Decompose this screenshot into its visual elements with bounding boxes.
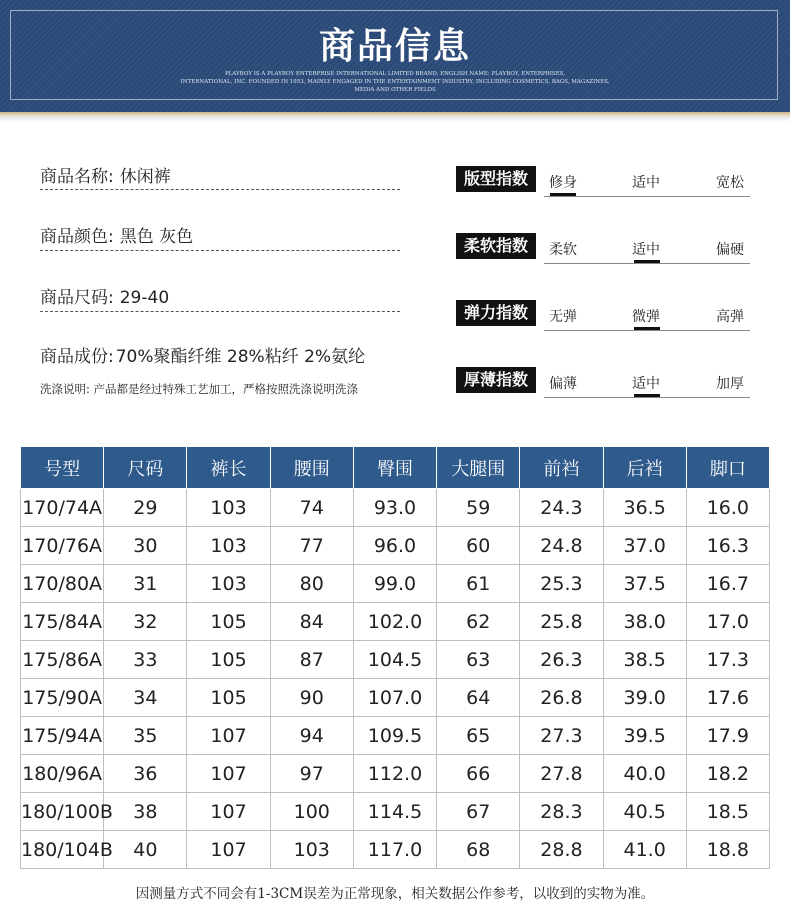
table-cell: 31	[104, 565, 187, 603]
product-color-row	[40, 222, 400, 247]
table-cell: 84	[270, 603, 353, 641]
table-cell: 27.8	[520, 755, 603, 793]
table-cell: 103	[270, 831, 353, 869]
index-label: 弹力指数	[456, 300, 536, 326]
table-cell: 38.5	[603, 641, 686, 679]
table-cell: 112.0	[353, 755, 436, 793]
table-cell: 17.0	[686, 603, 769, 641]
table-cell: 16.3	[686, 527, 769, 565]
table-cell: 175/86A	[21, 641, 104, 679]
index-option: 适中	[632, 242, 660, 258]
index-label: 版型指数	[456, 166, 536, 192]
table-cell: 62	[437, 603, 520, 641]
product-name-row	[40, 162, 400, 187]
table-cell: 40	[104, 831, 187, 869]
table-cell: 68	[437, 831, 520, 869]
table-row	[21, 679, 770, 717]
column-header: 尺码	[104, 447, 187, 489]
table-row	[21, 489, 770, 527]
size-table-body	[21, 489, 770, 869]
table-cell: 103	[187, 565, 270, 603]
index-scale-line	[544, 196, 750, 197]
dashed-divider	[40, 311, 400, 312]
table-cell: 28.8	[520, 831, 603, 869]
table-cell: 65	[437, 717, 520, 755]
table-cell: 117.0	[353, 831, 436, 869]
index-scale-line	[544, 263, 750, 264]
table-cell: 30	[104, 527, 187, 565]
header-banner	[0, 0, 790, 112]
product-size-label: 商品尺码:	[40, 288, 114, 308]
index-selected-marker	[634, 260, 660, 263]
table-cell: 27.3	[520, 717, 603, 755]
table-cell: 38	[104, 793, 187, 831]
table-cell: 18.5	[686, 793, 769, 831]
column-header: 裤长	[187, 447, 270, 489]
brand-description-line: PLAYBOY IS A PLAYBOY ENTERPRISE INTERNATIONAL LIMITED BRAND, ENGLISH NAME: PLAYBOY, ENTERPRISES,	[224, 71, 566, 77]
table-cell: 107	[187, 831, 270, 869]
table-cell: 18.2	[686, 755, 769, 793]
index-option: 微弹	[632, 309, 660, 325]
table-cell: 93.0	[353, 489, 436, 527]
table-header-row	[21, 447, 770, 489]
measurement-note: 因测量方式不同会有1-3CM误差为正常现象，相关数据公作参考，以收到的实物为准。	[135, 886, 655, 902]
product-material-value: 70%聚酯纤维 28%粘纤 2%氨纶	[115, 347, 366, 367]
table-cell: 63	[437, 641, 520, 679]
table-cell: 175/84A	[21, 603, 104, 641]
column-header: 号型	[21, 447, 104, 489]
column-header: 后裆	[603, 447, 686, 489]
column-header: 脚口	[686, 447, 769, 489]
table-cell: 80	[270, 565, 353, 603]
table-row	[21, 603, 770, 641]
index-selected-marker	[634, 394, 660, 397]
brand-description	[170, 70, 620, 94]
index-option: 偏硬	[716, 242, 744, 258]
table-cell: 170/76A	[21, 527, 104, 565]
table-cell: 40.5	[603, 793, 686, 831]
product-size-value: 29-40	[119, 288, 170, 308]
brand-description-line: MEDIA AND OTHER FIELDS	[354, 87, 436, 93]
table-cell: 64	[437, 679, 520, 717]
table-cell: 107	[187, 755, 270, 793]
size-table	[20, 446, 770, 869]
dashed-divider	[40, 250, 400, 251]
table-cell: 34	[104, 679, 187, 717]
index-option: 适中	[632, 175, 660, 191]
table-cell: 103	[187, 489, 270, 527]
table-cell: 97	[270, 755, 353, 793]
index-option: 柔软	[549, 242, 577, 258]
index-option: 修身	[549, 175, 577, 191]
index-option: 适中	[632, 376, 660, 392]
table-cell: 94	[270, 717, 353, 755]
table-cell: 96.0	[353, 527, 436, 565]
table-cell: 18.8	[686, 831, 769, 869]
table-cell: 24.8	[520, 527, 603, 565]
index-scale-line	[544, 330, 750, 331]
table-cell: 67	[437, 793, 520, 831]
table-cell: 36.5	[603, 489, 686, 527]
table-row	[21, 565, 770, 603]
product-material-label: 商品成份:	[40, 347, 114, 367]
table-cell: 17.3	[686, 641, 769, 679]
table-cell: 39.5	[603, 717, 686, 755]
table-cell: 25.3	[520, 565, 603, 603]
table-cell: 180/96A	[21, 755, 104, 793]
table-cell: 17.6	[686, 679, 769, 717]
table-row	[21, 527, 770, 565]
table-cell: 16.0	[686, 489, 769, 527]
table-cell: 35	[104, 717, 187, 755]
table-cell: 26.3	[520, 641, 603, 679]
table-cell: 107	[187, 717, 270, 755]
product-material-row	[40, 342, 460, 367]
table-cell: 105	[187, 679, 270, 717]
table-cell: 25.8	[520, 603, 603, 641]
table-cell: 104.5	[353, 641, 436, 679]
table-cell: 87	[270, 641, 353, 679]
table-cell: 41.0	[603, 831, 686, 869]
table-cell: 103	[187, 527, 270, 565]
table-cell: 28.3	[520, 793, 603, 831]
table-cell: 74	[270, 489, 353, 527]
column-header: 前裆	[520, 447, 603, 489]
table-cell: 60	[437, 527, 520, 565]
table-cell: 180/100B	[21, 793, 104, 831]
table-cell: 33	[104, 641, 187, 679]
table-cell: 109.5	[353, 717, 436, 755]
table-cell: 107	[187, 793, 270, 831]
table-cell: 90	[270, 679, 353, 717]
column-header: 腰围	[270, 447, 353, 489]
table-cell: 170/80A	[21, 565, 104, 603]
table-cell: 61	[437, 565, 520, 603]
table-cell: 36	[104, 755, 187, 793]
table-cell: 38.0	[603, 603, 686, 641]
index-option: 宽松	[716, 175, 744, 191]
table-cell: 105	[187, 603, 270, 641]
table-cell: 39.0	[603, 679, 686, 717]
table-cell: 77	[270, 527, 353, 565]
table-cell: 26.8	[520, 679, 603, 717]
table-cell: 24.3	[520, 489, 603, 527]
table-cell: 32	[104, 603, 187, 641]
wash-instructions: 洗涤说明: 产品都是经过特殊工艺加工，严格按照洗涤说明洗涤	[40, 382, 359, 396]
table-cell: 107.0	[353, 679, 436, 717]
table-cell: 175/94A	[21, 717, 104, 755]
table-row	[21, 717, 770, 755]
table-cell: 105	[187, 641, 270, 679]
table-cell: 16.7	[686, 565, 769, 603]
product-name-label: 商品名称:	[40, 167, 114, 187]
index-option: 无弹	[549, 309, 577, 325]
table-row	[21, 641, 770, 679]
index-option: 高弹	[716, 309, 744, 325]
product-name-value: 休闲裤	[119, 167, 171, 187]
table-cell: 100	[270, 793, 353, 831]
product-size-row	[40, 283, 400, 308]
index-selected-marker	[550, 193, 576, 196]
index-selected-marker	[634, 327, 660, 330]
table-cell: 29	[104, 489, 187, 527]
table-cell: 170/74A	[21, 489, 104, 527]
table-cell: 40.0	[603, 755, 686, 793]
page-title: 商品信息	[318, 26, 471, 67]
index-option: 加厚	[716, 376, 744, 392]
table-cell: 37.5	[603, 565, 686, 603]
table-cell: 66	[437, 755, 520, 793]
brand-description-line: INTERNATIONAL, INC. FOUNDED IN 1953, MAINLY ENGAGED IN THE ENTERTAINMENT INDUSTRY, INCLUDING COSMETICS, BAGS, MAGAZINES,	[180, 79, 610, 85]
index-scale-line	[544, 397, 750, 398]
table-row	[21, 831, 770, 869]
table-row	[21, 793, 770, 831]
product-color-value: 黑色 灰色	[119, 227, 194, 247]
dashed-divider	[40, 189, 400, 190]
column-header: 大腿围	[437, 447, 520, 489]
table-cell: 37.0	[603, 527, 686, 565]
column-header: 臀围	[353, 447, 436, 489]
table-cell: 99.0	[353, 565, 436, 603]
table-cell: 175/90A	[21, 679, 104, 717]
table-cell: 180/104B	[21, 831, 104, 869]
index-option: 偏薄	[549, 376, 577, 392]
banner-shadow	[0, 116, 790, 122]
index-label: 厚薄指数	[456, 367, 536, 393]
product-color-label: 商品颜色:	[40, 227, 114, 247]
index-label: 柔软指数	[456, 233, 536, 259]
table-cell: 102.0	[353, 603, 436, 641]
table-cell: 114.5	[353, 793, 436, 831]
table-row	[21, 755, 770, 793]
table-cell: 59	[437, 489, 520, 527]
table-cell: 17.9	[686, 717, 769, 755]
